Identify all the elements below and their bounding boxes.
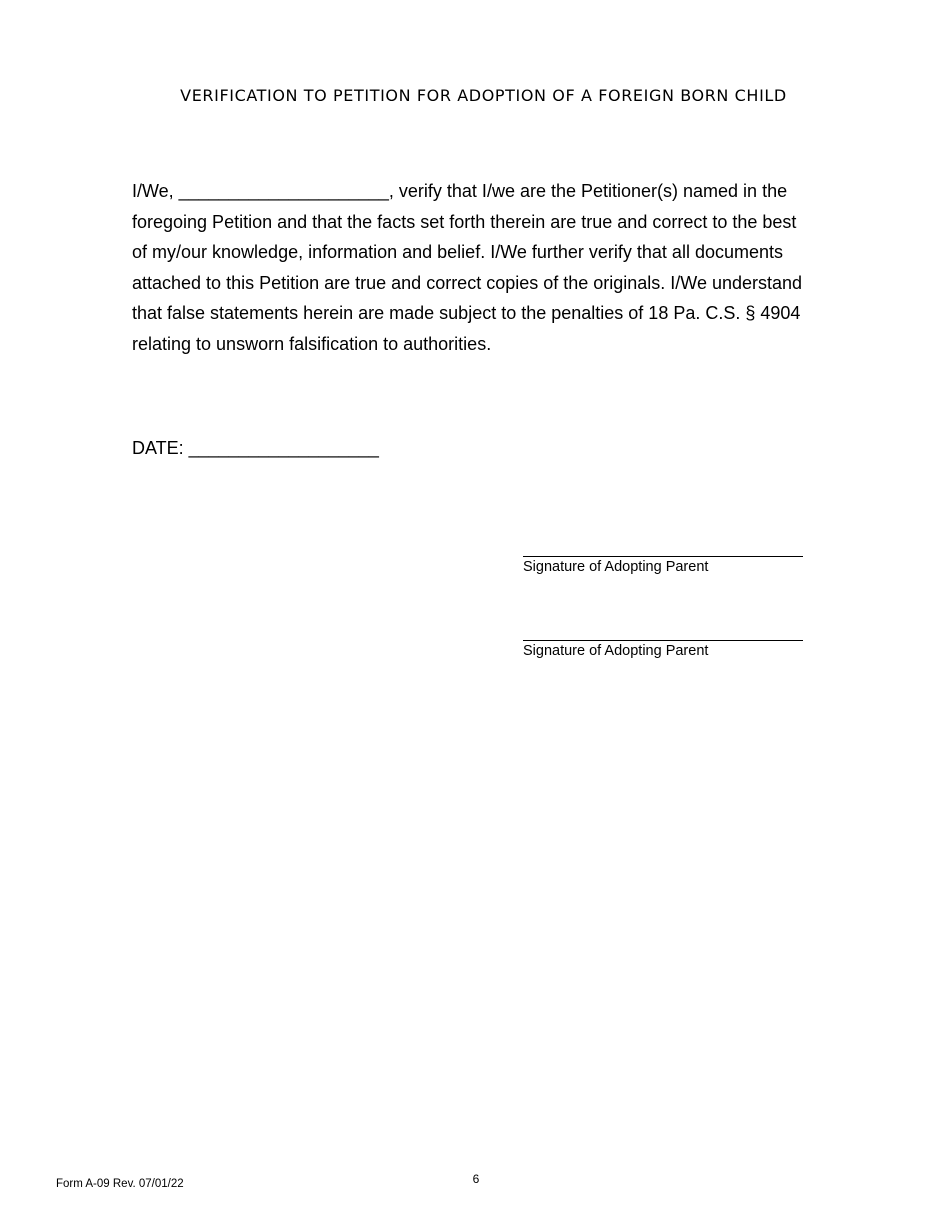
signature-label: Signature of Adopting Parent: [523, 559, 709, 575]
document-title: VERIFICATION TO PETITION FOR ADOPTION OF A FOREIGN BORN CHILD: [180, 86, 787, 105]
paragraph-line: foregoing Petition and that the facts set forth therein are true and correct to the best: [132, 211, 797, 232]
signature-block-2: [523, 622, 803, 659]
signature-line[interactable]: [523, 538, 803, 557]
date-field[interactable]: DATE: ___________________: [132, 438, 379, 458]
paragraph-line: attached to this Petition are true and correct copies of the originals. I/We understand: [132, 272, 803, 293]
signature-label: Signature of Adopting Parent: [523, 643, 709, 659]
paragraph-line: that false statements herein are made subject to the penalties of 18 Pa. C.S. § 4904: [132, 303, 801, 324]
paragraph-line: of my/our knowledge, information and belief. I/We further verify that all documents: [132, 242, 783, 263]
page-number: 6: [472, 1172, 480, 1186]
verification-paragraph: [132, 176, 842, 360]
signature-block-1: [523, 538, 803, 575]
paragraph-line: I/We, _____________________, verify that I/we are the Petitioner(s) named in the: [132, 181, 788, 201]
signature-line[interactable]: [523, 622, 803, 641]
paragraph-line: relating to unsworn falsification to authorities.: [132, 333, 492, 354]
form-revision-label: Form A-09 Rev. 07/01/22: [56, 1178, 184, 1190]
